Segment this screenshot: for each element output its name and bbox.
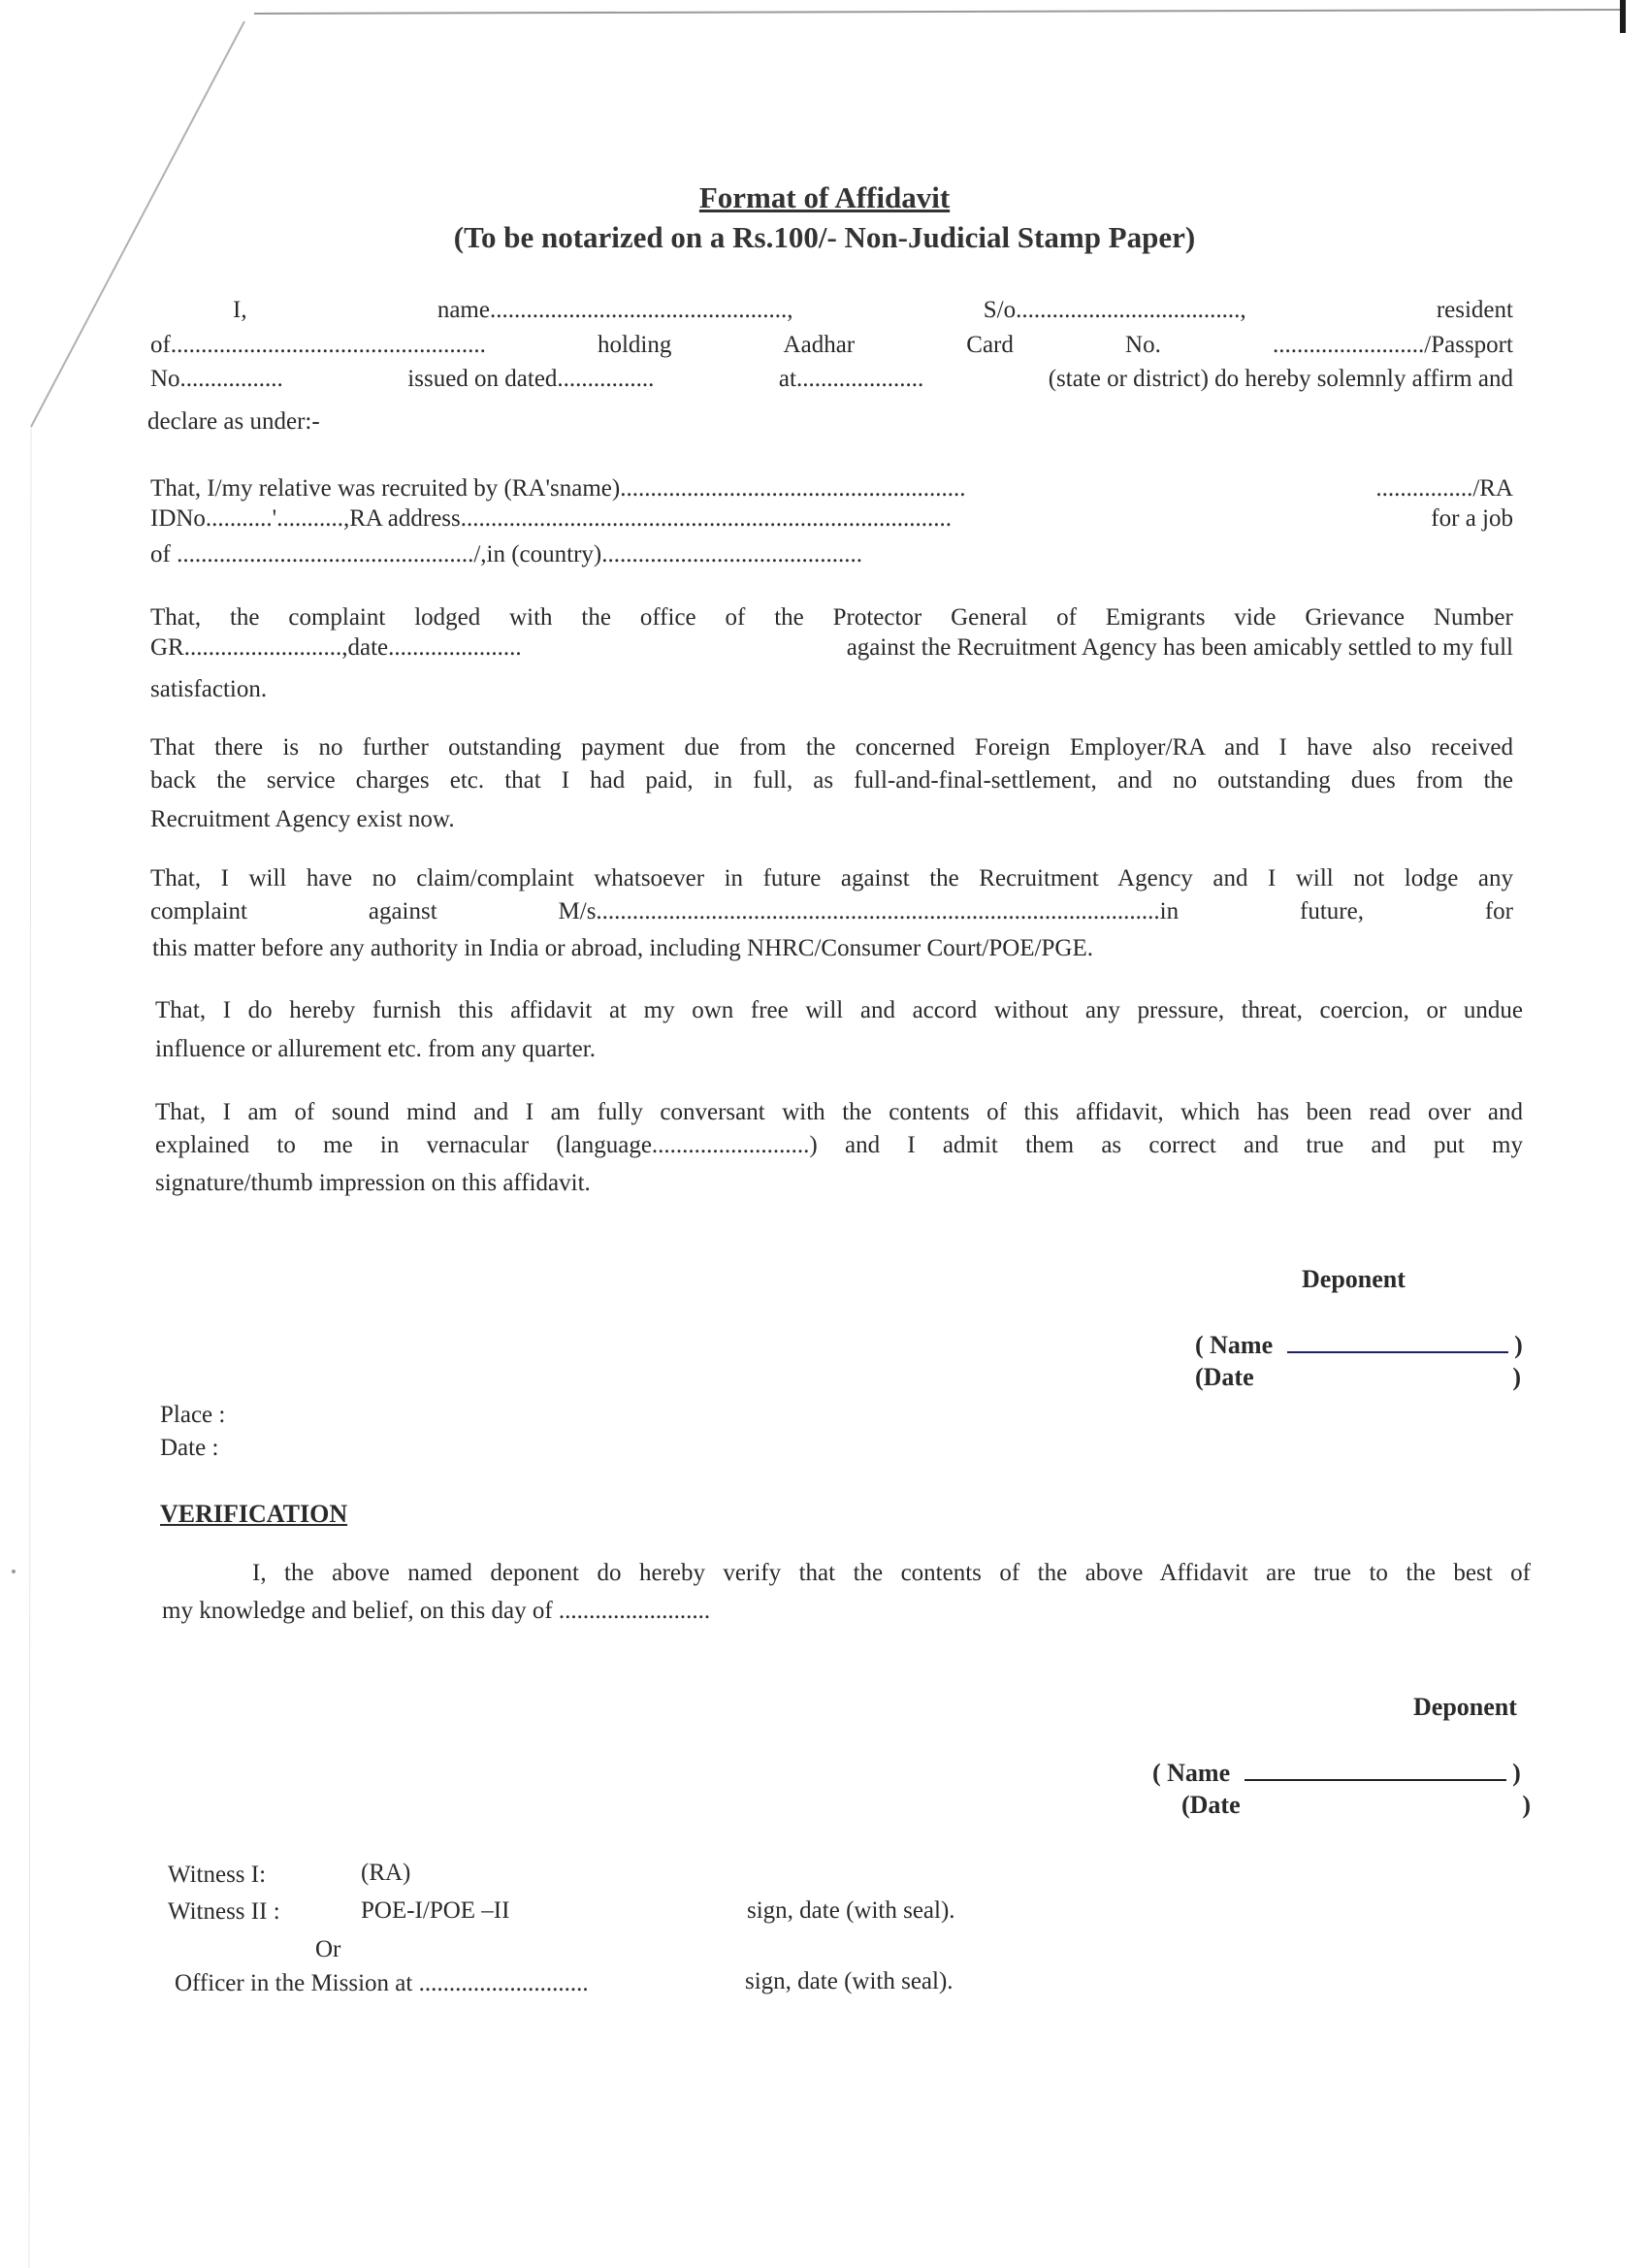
date-label: Date : — [160, 1435, 219, 1461]
name-label: ( Name — [1195, 1331, 1274, 1359]
para2-word: That, — [150, 604, 202, 631]
date-label: (Date — [1195, 1363, 1254, 1391]
para5-line-2: influence or allurement etc. from any quarter. — [155, 1036, 596, 1062]
para2-text: against the Recruitment Agency has been amicably settled to my full — [846, 634, 1513, 661]
intro-line-1 — [233, 296, 1513, 325]
deponent-date-row — [1195, 1363, 1521, 1392]
para5-line-1: That, I do hereby furnish this affidavit at my own free will and accord without any pressure, threat, coercion, or undue — [155, 997, 1523, 1023]
intro-line-3 — [150, 365, 1513, 394]
para3-line-2: back the service charges etc. that I had paid, in full, as full-and-final-settlement, and no outstanding dues from the — [150, 767, 1513, 794]
close-paren: ) — [1512, 1759, 1521, 1787]
para4-line-3: this matter before any authority in India or abroad, including NHRC/Consumer Court/POE/PGE. — [152, 935, 1093, 961]
job-country-blank: of ................................................./,in (country)........................................... — [150, 541, 862, 567]
para2-word: the — [581, 604, 611, 631]
para4-line-2 — [150, 897, 1513, 926]
document-title: Format of Affidavit — [698, 180, 951, 214]
passport-no-blank: No................. — [150, 366, 283, 392]
para4-word: complaint — [150, 898, 247, 924]
para2-word: Emigrants — [1105, 604, 1206, 631]
para2-line-1 — [150, 603, 1513, 632]
para2-word: the — [774, 604, 804, 631]
intro-word: No. — [1125, 332, 1161, 358]
officer-mission-blank: Officer in the Mission at ............................ — [175, 1970, 589, 1996]
deponent-label: Deponent — [1302, 1265, 1406, 1293]
close-paren: ) — [1514, 1331, 1523, 1359]
close-paren: ) — [1522, 1791, 1531, 1819]
deponent-label: Deponent — [1413, 1693, 1517, 1721]
officer-sign: sign, date (with seal). — [745, 1968, 954, 1994]
agency-name-blank: M/s.............................................................................................in — [558, 898, 1180, 924]
intro-text: (state or district) do hereby solemnly affirm and — [1048, 366, 1513, 392]
para1-line-1 — [150, 474, 1513, 503]
para2-word: office — [639, 604, 696, 631]
para2-line-2 — [150, 633, 1513, 663]
date-label: (Date — [1181, 1791, 1241, 1819]
intro-word: holding — [597, 332, 672, 358]
intro-line-4: declare as under:- — [147, 408, 320, 435]
para6-line-2: explained to me in vernacular (language..........................) and I admit them as correct and true and put my — [155, 1132, 1523, 1158]
name-label: ( Name — [1152, 1759, 1231, 1787]
intro-line-2 — [150, 331, 1513, 360]
son-of-blank: S/o....................................., — [983, 297, 1246, 323]
para2-word: complaint — [288, 604, 386, 631]
para4-line-1: That, I will have no claim/complaint whatsoever in future against the Recruitment Agency and I will not lodge any — [150, 865, 1513, 891]
intro-word: Card — [966, 332, 1014, 358]
para3-line-1: That there is no further outstanding payment due from the concerned Foreign Employer/RA and I have also received — [150, 734, 1513, 761]
name-blank: name................................................., — [436, 297, 793, 323]
para1-text: for a job — [1431, 505, 1513, 532]
para1-line-2 — [150, 504, 1513, 534]
aadhar-passport-blank: ........................./Passport — [1273, 332, 1513, 358]
para2-word: lodged — [414, 604, 481, 631]
or-label: Or — [315, 1936, 341, 1962]
close-paren: ) — [1512, 1363, 1521, 1391]
issued-date-blank: issued on dated................ — [407, 366, 655, 392]
deponent-name-row — [1195, 1330, 1523, 1360]
verification-heading: VERIFICATION — [160, 1500, 348, 1528]
witness-2-value: POE-I/POE –II — [361, 1897, 510, 1924]
place-label: Place : — [160, 1402, 226, 1428]
para3-line-3: Recruitment Agency exist now. — [150, 806, 455, 832]
grievance-number-blank: GR..........................,date...................... — [150, 634, 522, 661]
deponent-date-row — [1181, 1791, 1531, 1820]
witness-2-sign: sign, date (with seal). — [747, 1897, 955, 1924]
intro-word: resident — [1436, 297, 1513, 323]
witness-2-label: Witness II : — [168, 1898, 280, 1925]
para2-word: Number — [1433, 604, 1513, 631]
document-subtitle: (To be notarized on a Rs.100/- Non-Judicial Stamp Paper) — [453, 220, 1196, 254]
para4-word: future, — [1300, 898, 1364, 924]
ra-id-address-blank: IDNo...........'...........,RA address................................................................................. — [150, 505, 953, 532]
resident-of-blank: of.................................................... — [150, 332, 486, 358]
para4-word: against — [368, 898, 437, 924]
verification-line-1: I, the above named deponent do hereby verify that the contents of the above Affidavit are true to the best of — [252, 1560, 1531, 1586]
ra-suffix-blank: ................/RA — [1375, 475, 1513, 502]
para2-word: Protector — [832, 604, 922, 631]
witness-1-value: (RA) — [361, 1860, 411, 1886]
para2-word: with — [509, 604, 553, 631]
para2-word: the — [229, 604, 260, 631]
name-signature-line — [1245, 1758, 1506, 1781]
deponent-name-row — [1152, 1758, 1521, 1788]
witness-1-label: Witness I: — [168, 1862, 267, 1888]
intro-word: Aadhar — [783, 332, 856, 358]
para2-word: General — [951, 604, 1028, 631]
para6-line-1: That, I am of sound mind and I am fully conversant with the contents of this affidavit, which has been read over and — [155, 1099, 1523, 1125]
para2-word: Grievance — [1305, 604, 1406, 631]
para2-word: vide — [1234, 604, 1277, 631]
ra-name-blank: That, I/my relative was recruited by (RA'sname)......................................................... — [150, 475, 966, 502]
issued-at-blank: at..................... — [778, 366, 924, 392]
name-signature-line — [1287, 1330, 1508, 1353]
verification-line-2: my knowledge and belief, on this day of ......................... — [162, 1598, 711, 1624]
para4-word: for — [1484, 898, 1513, 924]
intro-word: I, — [233, 297, 247, 323]
para2-word: of — [725, 604, 746, 631]
para2-word: of — [1056, 604, 1077, 631]
para6-line-3: signature/thumb impression on this affidavit. — [155, 1170, 591, 1196]
para2-line-3: satisfaction. — [150, 676, 268, 702]
